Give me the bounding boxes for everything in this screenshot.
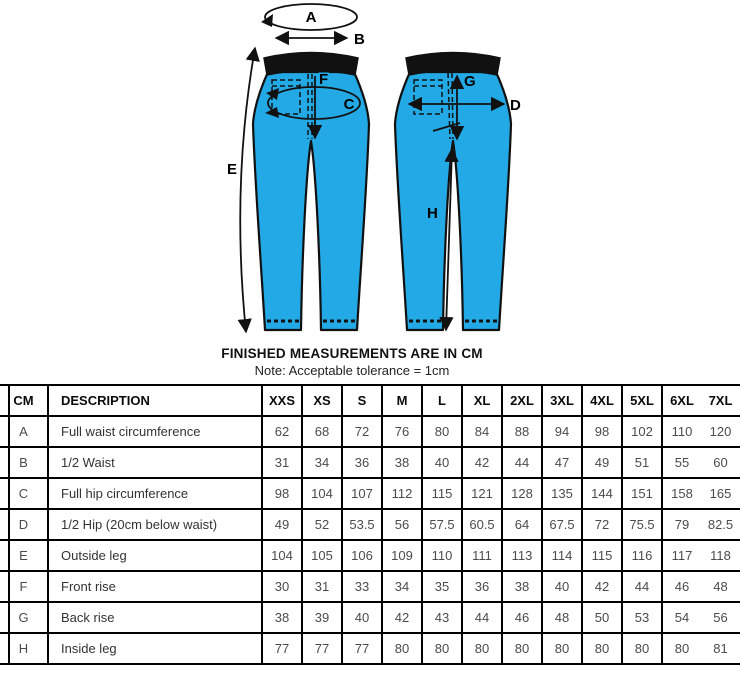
measurement-cell: 52	[302, 509, 342, 540]
measurement-cell: 38	[382, 447, 422, 478]
dimension-label-a: A	[305, 9, 317, 26]
table-row-g	[0, 602, 740, 633]
row-description: 1/2 Hip (20cm below waist)	[48, 509, 262, 540]
row-description: 1/2 Waist	[48, 447, 262, 478]
column-header-7xl: 7XL	[708, 393, 733, 408]
column-header-4xl: 4XL	[582, 385, 622, 416]
measurement-cell: 80	[382, 633, 422, 664]
table-row-b	[0, 447, 740, 478]
measurement-cell: 42	[462, 447, 502, 478]
size-table-body	[0, 416, 740, 664]
measurement-cell: 109	[382, 540, 422, 571]
measurement-cell: 98	[262, 478, 302, 509]
measurement-cell: 114	[542, 540, 582, 571]
row-description: Full waist circumference	[48, 416, 262, 447]
measurement-cell: 80	[422, 416, 462, 447]
column-header-l: L	[422, 385, 462, 416]
measurement-cell: 115	[422, 478, 462, 509]
measurement-cell: 48	[542, 602, 582, 633]
measurement-cell: 76	[382, 416, 422, 447]
measurement-cell: 110	[671, 424, 693, 439]
measurement-cell: 36	[462, 571, 502, 602]
measurement-cell: 98	[582, 416, 622, 447]
measurement-cell: 116	[622, 540, 662, 571]
table-row-c	[0, 478, 740, 509]
measurement-cell: 44	[502, 447, 542, 478]
measurement-cell: 80	[622, 633, 662, 664]
measurement-cell: 53.5	[342, 509, 382, 540]
measurement-cell: 40	[422, 447, 462, 478]
measurement-cell: 112	[382, 478, 422, 509]
measurements-title: FINISHED MEASUREMENTS ARE IN CM	[221, 346, 483, 361]
measurement-cell: 60	[713, 455, 728, 470]
measurement-cell: 67.5	[542, 509, 582, 540]
measurement-cell: 79	[674, 517, 690, 532]
column-header-xl: XL	[462, 385, 502, 416]
measurement-cell: 51	[622, 447, 662, 478]
measurement-cell: 39	[302, 602, 342, 633]
measurement-cell: 36	[342, 447, 382, 478]
measurement-cell: 38	[262, 602, 302, 633]
measurement-cell: 49	[262, 509, 302, 540]
measurement-cell: 81	[713, 641, 728, 656]
row-code: B	[0, 447, 48, 478]
measurement-cell: 72	[342, 416, 382, 447]
measurement-cell: 56	[713, 610, 728, 625]
dimension-label-h: H	[427, 205, 438, 222]
table-row-h	[0, 633, 740, 664]
row-description: Full hip circumference	[48, 478, 262, 509]
tolerance-note: Note: Acceptable tolerance = 1cm	[254, 363, 450, 378]
size-chart	[0, 384, 740, 665]
measurement-cell: 117	[671, 548, 693, 563]
measurement-cell: 40	[542, 571, 582, 602]
table-row-a	[0, 416, 740, 447]
measurement-cell: 88	[502, 416, 542, 447]
measurement-cell: 46	[502, 602, 542, 633]
measurement-cell: 118	[710, 548, 731, 563]
measurements-note	[0, 346, 704, 378]
back-seam-line	[452, 73, 453, 139]
measurement-cell: 62	[262, 416, 302, 447]
row-code: C	[0, 478, 48, 509]
column-header-5xl: 5XL	[622, 385, 662, 416]
measurement-cell: 38	[502, 571, 542, 602]
row-description: Outside leg	[48, 540, 262, 571]
measurement-cell: 104	[262, 540, 302, 571]
measurement-cell: 128	[502, 478, 542, 509]
measurement-cell: 94	[542, 416, 582, 447]
table-left-border	[8, 384, 10, 665]
measurement-cell: 80	[422, 633, 462, 664]
row-code: G	[0, 602, 48, 633]
row-description: Inside leg	[48, 633, 262, 664]
measurement-cell: 68	[302, 416, 342, 447]
dimension-label-c: C	[343, 96, 355, 113]
row-code: F	[0, 571, 48, 602]
measurement-cell: 80	[462, 633, 502, 664]
measurement-cell: 30	[262, 571, 302, 602]
measurement-cell: 115	[582, 540, 622, 571]
measurement-cell: 106	[342, 540, 382, 571]
row-code: H	[0, 633, 48, 664]
column-header-6xl: 6XL	[670, 393, 694, 408]
measurement-cell: 48	[713, 579, 728, 594]
measurement-cell: 55	[674, 455, 690, 470]
column-header-xxs: XXS	[262, 385, 302, 416]
row-code: D	[0, 509, 48, 540]
dimension-label-b: B	[354, 31, 365, 48]
measurement-cell: 111	[462, 540, 502, 571]
ellipse-arrowhead-icon	[261, 14, 273, 27]
table-row-f	[0, 571, 740, 602]
measurement-cell: 165	[709, 486, 732, 501]
measurement-cell: 49	[582, 447, 622, 478]
table-row-e	[0, 540, 740, 571]
outside-leg-arrow	[240, 48, 255, 332]
measurement-cell: 113	[502, 540, 542, 571]
row-description: Back rise	[48, 602, 262, 633]
measurement-cell: 84	[462, 416, 502, 447]
measurement-cell: 77	[342, 633, 382, 664]
measurement-cell: 77	[302, 633, 342, 664]
measurement-cell: 46	[674, 579, 690, 594]
measurement-cell: 43	[422, 602, 462, 633]
measurement-cell: 57.5	[422, 509, 462, 540]
column-header-m: M	[382, 385, 422, 416]
measurement-cell: 47	[542, 447, 582, 478]
column-header-3xl: 3XL	[542, 385, 582, 416]
measurement-cell: 44	[462, 602, 502, 633]
measurement-cell: 102	[622, 416, 662, 447]
measurement-cell: 135	[542, 478, 582, 509]
measurement-cell: 120	[709, 424, 732, 439]
measurement-cell: 35	[422, 571, 462, 602]
column-header-cm: CM	[0, 385, 48, 416]
measurement-cell: 42	[382, 602, 422, 633]
measurement-cell: 44	[622, 571, 662, 602]
measurement-cell: 105	[302, 540, 342, 571]
column-header-description: DESCRIPTION	[48, 385, 262, 416]
measurement-cell: 121	[462, 478, 502, 509]
dimension-label-d: D	[510, 97, 521, 114]
measurement-cell: 60.5	[462, 509, 502, 540]
size-table-head-row	[0, 385, 740, 416]
column-header-s: S	[342, 385, 382, 416]
measurement-cell: 53	[622, 602, 662, 633]
row-code: E	[0, 540, 48, 571]
measurement-cell: 34	[302, 447, 342, 478]
measurement-cell: 31	[302, 571, 342, 602]
measurement-cell: 50	[582, 602, 622, 633]
column-header-xs: XS	[302, 385, 342, 416]
row-code: A	[0, 416, 48, 447]
dimension-label-e: E	[226, 161, 238, 178]
measurement-cell: 75.5	[622, 509, 662, 540]
dimension-label-g: G	[464, 73, 476, 90]
measurement-cell: 77	[262, 633, 302, 664]
measurement-cell: 33	[342, 571, 382, 602]
measurement-cell: 80	[502, 633, 542, 664]
measurement-cell: 42	[582, 571, 622, 602]
measurement-cell: 158	[671, 486, 693, 501]
back-pants-view	[395, 53, 511, 331]
measurement-cell: 82.5	[707, 517, 734, 532]
measurement-cell: 72	[582, 509, 622, 540]
measurement-cell: 151	[622, 478, 662, 509]
table-row-d	[0, 509, 740, 540]
measurement-cell: 80	[674, 641, 690, 656]
measurement-cell: 110	[422, 540, 462, 571]
measurement-cell: 80	[542, 633, 582, 664]
row-description: Front rise	[48, 571, 262, 602]
measurement-cell: 40	[342, 602, 382, 633]
measurement-cell: 31	[262, 447, 302, 478]
measurement-cell: 107	[342, 478, 382, 509]
measurement-cell: 144	[582, 478, 622, 509]
measurement-cell: 104	[302, 478, 342, 509]
dimension-label-f: F	[319, 71, 329, 88]
measurement-cell: 34	[382, 571, 422, 602]
column-header-2xl: 2XL	[502, 385, 542, 416]
measurement-cell: 56	[382, 509, 422, 540]
measurement-cell: 64	[502, 509, 542, 540]
size-chart-table	[0, 384, 740, 665]
measurement-cell: 80	[582, 633, 622, 664]
measurement-cell: 54	[674, 610, 690, 625]
